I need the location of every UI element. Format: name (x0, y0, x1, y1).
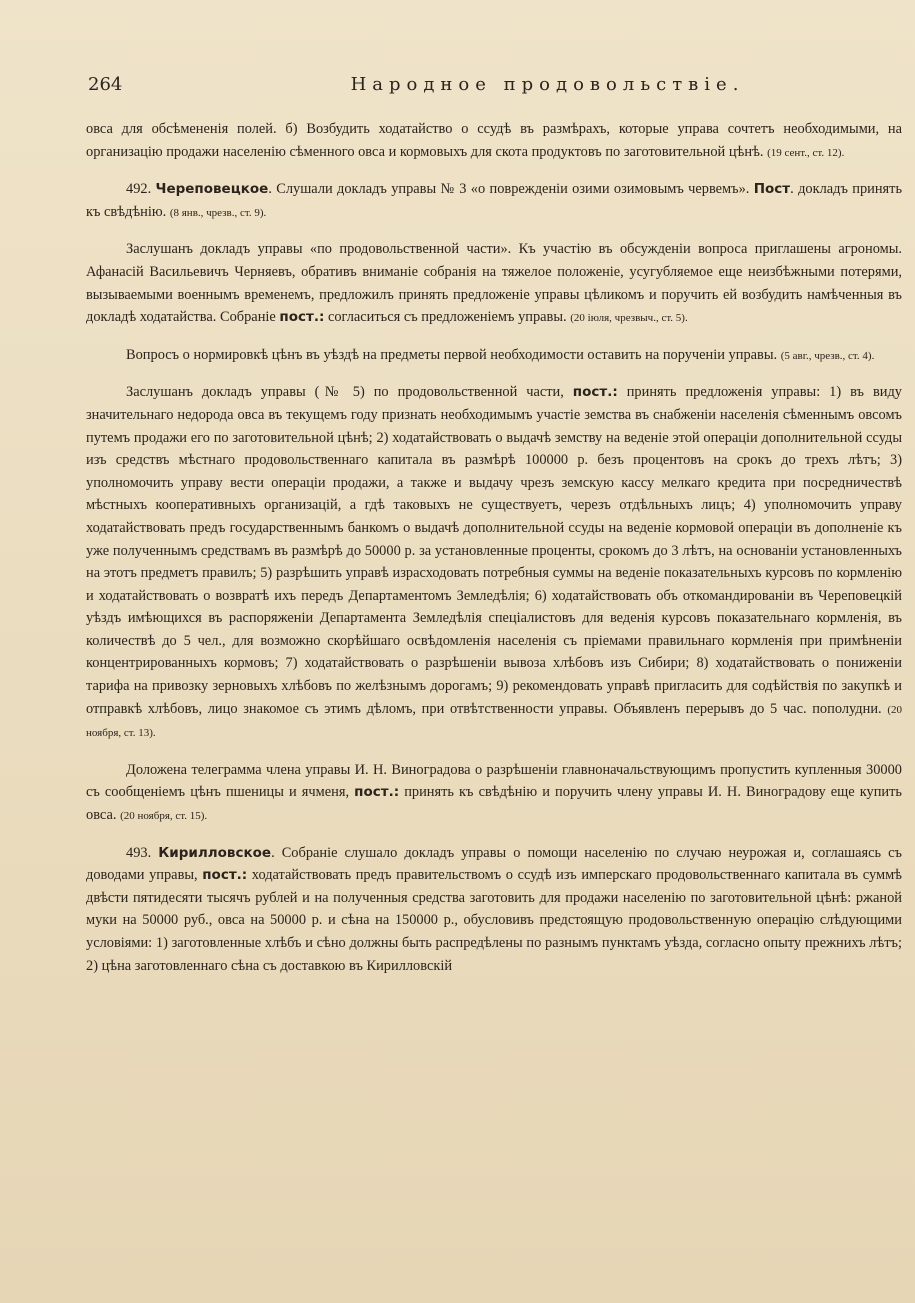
entry-492: 492. Череповецкое. Слушали докладъ управы № 3 «о поврежденіи озими озимовымъ червемъ». Пост. докладъ принять къ свѣдѣнію. (8 янв., чрезв., ст. 9). (86, 181, 903, 220)
resolution-marker: пост.: (354, 784, 400, 801)
paragraph: Вопросъ о нормировкѣ цѣнъ въ уѣздѣ на предметы первой необходимости оставить на порученіи управы. (5 авг., чрезв., ст. 4). (126, 346, 875, 363)
entry-493: 493. Кирилловское. Собраніе слушало докладъ управы о помощи населенію по случаю неурожая и, соглашаясь съ доводами управы, пост.: ходатайствовать предъ правительствомъ о ссудѣ изъ имперскаго продовольственнаго капитала въ суммѣ двѣсти пятидесяти тысячъ рублей и на полученныя средства заготовить для продажи населенію по заготовительной цѣнѣ: ржаной муки на 50000 руб., овса на 50000 р. и сѣна на 150000 р., обусловивъ предстоящую продовольственную операцію слѣдующими условіями: 1) заготовленные хлѣбъ и сѣно должны быть распредѣлены по разнымъ пунктамъ уѣзда, согласно опыту прежнихъ лѣтъ; 2) цѣна заготовленнаго сѣна съ доставкою въ Кирилловскій (86, 844, 902, 974)
page-header (88, 74, 827, 104)
paragraph: Заслушанъ докладъ управы (№ 5) по продовольственной части, пост.: принять предложенія управы: 1) въ виду значительнаго недорода овса въ текущемъ году признать необходимымъ участіе земства въ снабженіи населенія сѣменнымъ овсомъ путемъ продажи его по заготовительной цѣнѣ; 2) ходатайствовать о выдачѣ земству на веденіе этой операціи дополнительной ссуды изъ средствъ мѣстнаго продовольственнаго капитала въ размѣрѣ 100000 р. безъ процентовъ на срокъ до трехъ лѣтъ; 3) уполномочить управу вести операціи продажи, а также и выдачу чрезъ земскую кассу мелкаго кредита при посредничествѣ мѣстныхъ кооперативныхъ организацій, а гдѣ таковыхъ не существуетъ, черезъ отдѣльныхъ лицъ; 4) уполномочить управу ходатайствовать предъ государственнымъ банкомъ о выдачѣ дополнительной ссуды на веденіе кормовой операціи въ дополненіе къ уже полученнымъ средствамъ въ размѣрѣ до 50000 р. за установленные проценты, срокомъ до 3 лѣтъ, на основаніи установленныхъ на этотъ предметъ правилъ; 5) разрѣшить управѣ израсходовать потребныя суммы на веденіе показательныхъ курсовъ по кормленію и ходатайствовать о возвратѣ ихъ передъ Департаментомъ Земледѣлія; 6) ходатайствовать объ откомандированіи въ Череповецкій уѣздъ имѣющихся въ распоряженіи Департамента Земледѣлія спеціалистовъ для веденія курсовъ показательнаго кормленія, въ количествѣ до 5 чел., для возможно скорѣйшаго освѣдомленія населенія съ пріемами правильнаго кормленія при примѣненіи концентрированныхъ кормовъ; 7) ходатайствовать о разрѣшеніи вывоза хлѣбовъ изъ Сибири; 8) ходатайствовать о пониженіи тарифа на привозку зерновыхъ хлѣбовъ по желѣзнымъ дорогамъ; 9) рекомендовать управѣ пригласить для содѣйствія по закупкѣ и отправкѣ хлѣбовъ, лицо знакомое съ этимъ дѣломъ, при отвѣтственности управы. Объявленъ перерывъ до 5 час. пополудни. (20 ноября, ст. 13). (86, 384, 902, 740)
running-title: Народное продовольствіе. (350, 74, 745, 95)
citation: (8 янв., чрезв., ст. 9). (169, 206, 267, 219)
citation: (20 іюля, чрезвыч., ст. 5). (570, 312, 688, 325)
page-body (86, 118, 902, 991)
paragraph: Заслушанъ докладъ управы «по продовольственной части». Къ участію въ обсужденіи вопроса приглашены агрономы. Афанасій Васильевичъ Черняевъ, обративъ вниманіе собранія на тяжелое положеніе, усугубляемое еще неизбѣжными потерями, вызываемыми военнымъ временемъ, предложилъ принять предложеніе управы цѣликомъ и поручить ей возбудить намѣченныя въ докладѣ ходатайства. Собраніе пост.: согласиться съ предложеніемъ управы. (20 іюля, чрезвыч., ст. 5). (86, 241, 902, 326)
resolution-marker: Пост (753, 181, 791, 198)
resolution-marker: пост.: (279, 309, 325, 326)
citation: (20 ноября, ст. 13). (86, 703, 902, 740)
entry-number: 493. (126, 844, 152, 861)
citation: (20 ноября, ст. 15). (120, 810, 208, 823)
citation: (19 сент., ст. 12). (767, 146, 845, 159)
place-heading: Кирилловское (158, 844, 272, 861)
resolution-marker: пост.: (202, 867, 248, 884)
citation: (5 авг., чрезв., ст. 4). (780, 349, 875, 362)
page-number: 264 (88, 74, 123, 95)
resolution-marker: пост.: (572, 384, 618, 401)
paragraph-continuation: овса для обсѣмененія полей. б) Возбудить ходатайство о ссудѣ въ размѣрахъ, которые управа сочтетъ необходимыми, на организацію продажи населенію сѣменного овса и кормовыхъ для скота продуктовъ по заготовительной цѣнѣ. (19 сент., ст. 12). (86, 121, 902, 160)
entry-number: 492. (126, 181, 152, 198)
place-heading: Череповецкое (155, 181, 269, 198)
paragraph: Доложена телеграмма члена управы И. Н. Виноградова о разрѣшеніи главноначальствующимъ пропустить купленныя 30000 съ сообщеніемъ цѣнъ пшеницы и ячменя, пост.: принять къ свѣдѣнію и поручить члену управы И. Н. Виноградову еще купить овса. (20 ноября, ст. 15). (86, 761, 902, 824)
